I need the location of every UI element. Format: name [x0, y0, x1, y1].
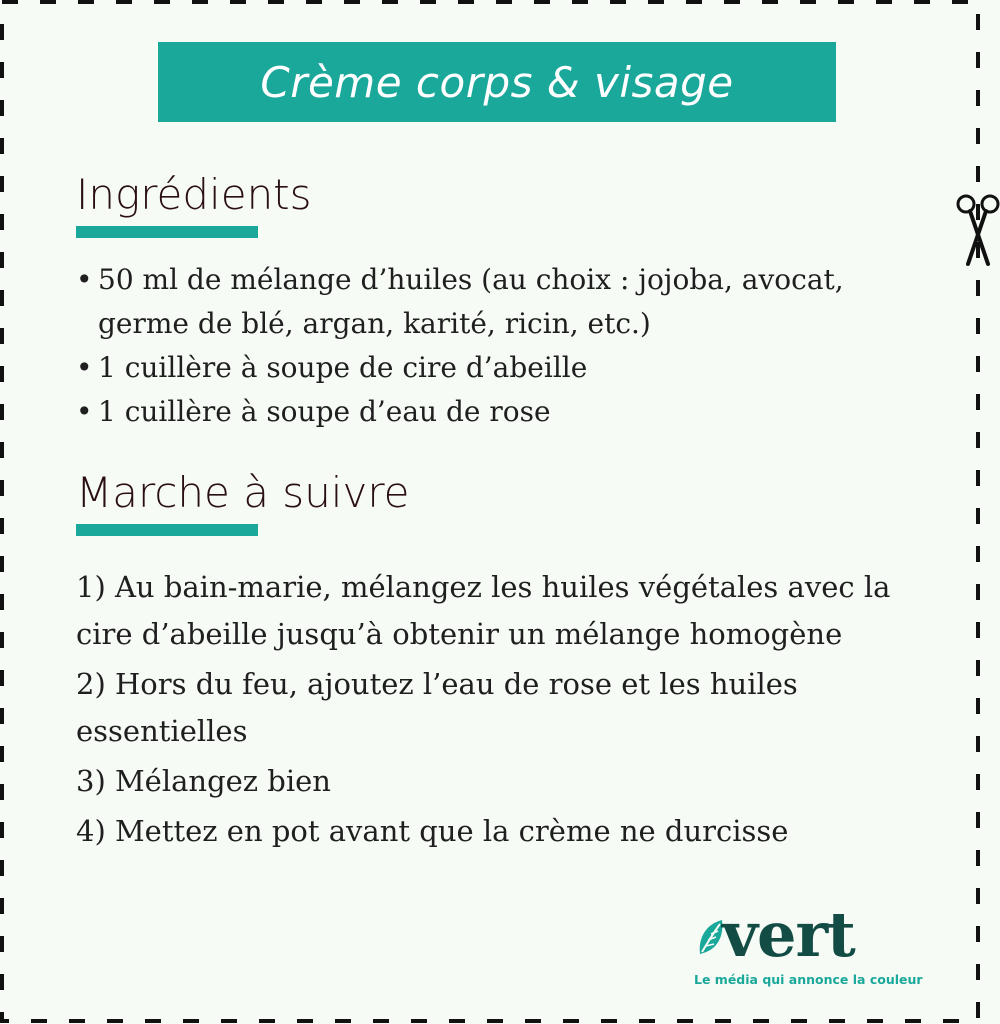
steps-list	[76, 564, 936, 855]
list-item: • 50 ml de mélange d’huiles (au choix : jojoba, avocat, germe de blé, argan, karité, ricin, etc.)	[76, 258, 936, 346]
steps-heading: Marche à suivre	[76, 468, 410, 517]
logo-wordmark: vert	[722, 898, 855, 971]
step-item: 4) Mettez en pot avant que la crème ne durcisse	[76, 814, 789, 848]
bullet: •	[76, 395, 93, 428]
steps-underline	[76, 524, 258, 536]
vert-logo	[692, 898, 923, 996]
logo-tagline: Le média qui annonce la couleur	[694, 972, 923, 987]
step-item: 3) Mélangez bien	[76, 764, 331, 798]
ingredients-heading: Ingrédients	[76, 170, 312, 219]
step-item: 2) Hors du feu, ajoutez l’eau de rose et les huiles essentielles	[76, 667, 798, 748]
list-item: • 1 cuillère à soupe de cire d’abeille	[76, 346, 936, 390]
list-item: • 1 cuillère à soupe d’eau de rose	[76, 390, 936, 434]
scissors-icon	[952, 190, 1000, 270]
recipe-title: Crème corps & visage	[260, 57, 734, 107]
bullet: •	[76, 351, 93, 384]
ingredients-list	[76, 258, 936, 434]
bullet: •	[76, 263, 93, 296]
step-item: 1) Au bain-marie, mélangez les huiles végétales avec la cire d’abeille jusqu’à obtenir un mélange homogène	[76, 570, 891, 651]
ingredients-underline	[76, 226, 258, 238]
title-banner	[158, 42, 836, 122]
